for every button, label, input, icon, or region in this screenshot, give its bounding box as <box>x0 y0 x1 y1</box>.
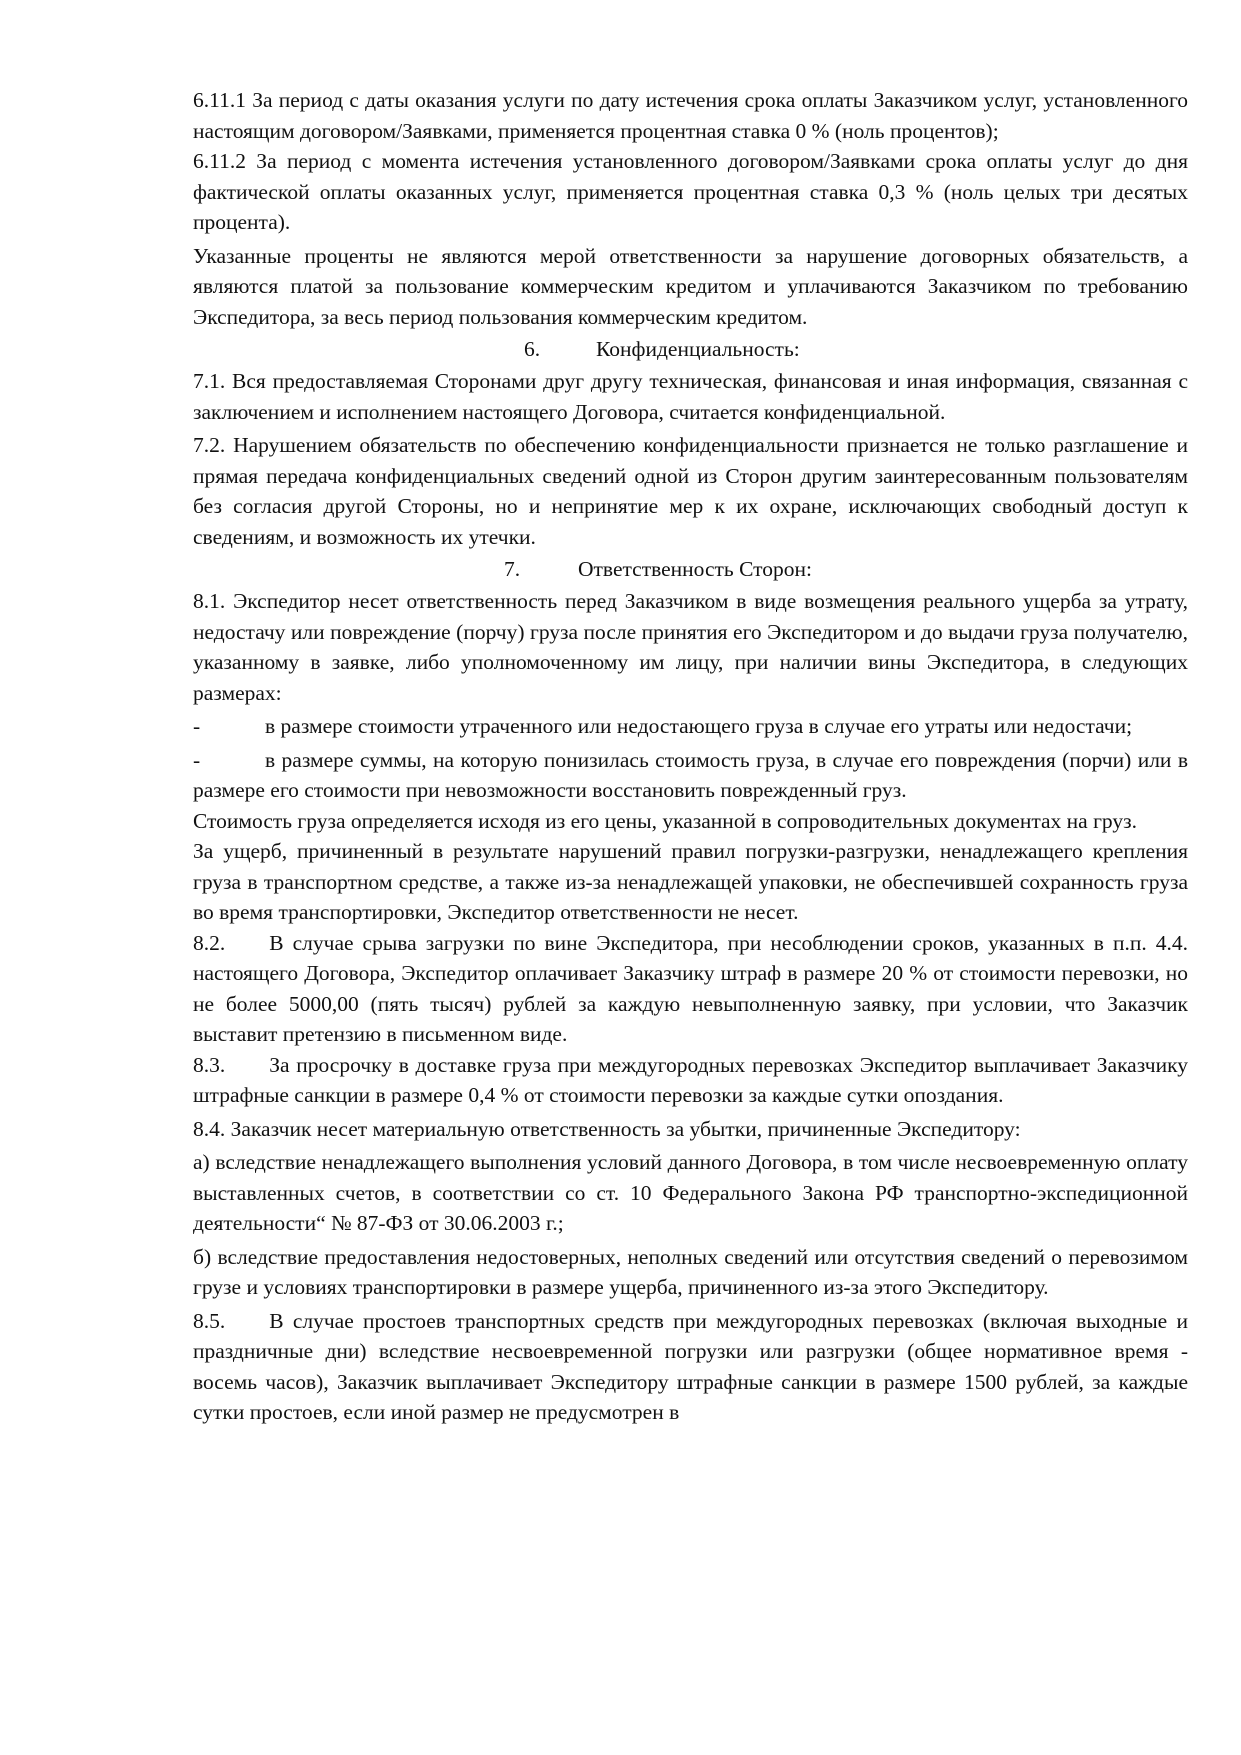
document-page <box>193 85 1188 1428</box>
clause-8-5 <box>193 1306 1188 1428</box>
clause-number: 8.3. <box>193 1052 226 1077</box>
section-number: 6. <box>524 337 541 361</box>
bullet-text: в размере суммы, на которую понизилась стоимость груза, в случае его повреждения (порчи) или в размере его стоимости при невозможности восстановить поврежденный груз. <box>193 747 1188 802</box>
clause-7-2: 7.2. Нарушением обязательств по обеспечению конфиденциальности признается не только разглашение и прямая передача конфиденциальных сведений одной из Сторон другим заинтересованным пользователям без согласия другой Стороны, но и непринятие мер к их охране, исключающих свободный доступ к сведениям, и возможность их утечки. <box>193 433 1188 549</box>
clause-number: 8.2. <box>193 930 226 955</box>
clause-8-4-a: а) вследствие ненадлежащего выполнения условий данного Договора, в том числе несвоевременную оплату выставленных счетов, в соответствии со ст. 10 Федерального Закона РФ транспортно-экспедиционной деятельности“ № 87-ФЗ от 30.06.2003 г.; <box>193 1150 1188 1235</box>
bullet-text: в размере стоимости утраченного или недостающего груза в случае его утраты или недостачи; <box>265 714 1133 738</box>
clause-8-2 <box>193 928 1188 1050</box>
clause-8-3 <box>193 1050 1188 1111</box>
clause-number: 8.5. <box>193 1308 226 1333</box>
section-number: 7. <box>504 557 521 581</box>
list-item <box>193 745 1188 806</box>
section-title: Ответственность Сторон: <box>578 557 812 581</box>
clause-8-4-b: б) вследствие предоставления недостоверных, неполных сведений или отсутствия сведений о перевозимом грузе и условиях транспортировки в размере ущерба, причиненного из-за этого Экспедитору. <box>193 1244 1188 1299</box>
cargo-cost-note: Стоимость груза определяется исходя из его цены, указанной в сопроводительных документах на груз. <box>193 808 1138 833</box>
section-heading-liability <box>193 554 1188 584</box>
section-heading-confidentiality <box>193 334 1188 364</box>
clause-text: В случае простоев транспортных средств при междугородных перевозках (включая выходные и праздничные дни) вследствие несвоевременной погрузки или разгрузки (общее нормативное время - восемь часов), Заказчик выплачивает Экспедитору штрафные санкции в размере 1500 рублей, за каждые сутки простоев, если иной размер не предусмотрен в <box>193 1308 1188 1424</box>
clause-6-11-1: 6.11.1 За период с даты оказания услуги по дату истечения срока оплаты Заказчиком услуг, установленного настоящим договором/Заявками, применяется процентная ставка 0 % (ноль процентов); <box>193 88 1188 143</box>
damage-note: За ущерб, причиненный в результате нарушений правил погрузки-разгрузки, ненадлежащего крепления груза в транспортном средстве, а также из-за ненадлежащей упаковки, не обеспечившей сохранность груза во время транспортировки, Экспедитор ответственности не несет. <box>193 839 1188 924</box>
clause-7-1: 7.1. Вся предоставляемая Сторонами друг другу техническая, финансовая и иная информация, связанная с заключением и исполнением настоящего Договора, считается конфиденциальной. <box>193 369 1188 424</box>
clause-6-11-2: 6.11.2 За период с момента истечения установленного договором/Заявками срока оплаты услуг до дня фактической оплаты оказанных услуг, применяется процентная ставка 0,3 % (ноль целых три десятых процента). <box>193 149 1188 234</box>
clause-8-4: 8.4. Заказчик несет материальную ответственность за убытки, причиненные Экспедитору: <box>193 1116 1021 1141</box>
interest-note: Указанные проценты не являются мерой ответственности за нарушение договорных обязательств, а являются платой за пользование коммерческим кредитом и уплачиваются Заказчиком по требованию Экспедитора, за весь период пользования коммерческим кредитом. <box>193 243 1188 329</box>
clause-8-1: 8.1. Экспедитор несет ответственность перед Заказчиком в виде возмещения реального ущерба за утрату, недостачу или повреждение (порчу) груза после принятия его Экспедитором и до выдачи груза получателю, указанному в заявке, либо уполномоченному им лицу, при наличии вины Экспедитора, в следующих размерах: <box>193 589 1188 705</box>
bullet-dash: - <box>193 747 201 772</box>
section-title: Конфиденциальность: <box>596 337 800 361</box>
clause-text: За просрочку в доставке груза при междугородных перевозках Экспедитор выплачивает Заказчику штрафные санкции в размере 0,4 % от стоимости перевозки за каждые сутки опоздания. <box>193 1052 1188 1107</box>
clause-text: В случае срыва загрузки по вине Экспедитора, при несоблюдении сроков, указанных в п.п. 4.4. настоящего Договора, Экспедитор оплачивает Заказчику штраф в размере 20 % от стоимости перевозки, но не более 5000,00 (пять тысяч) рублей за каждую невыполненную заявку, при условии, что Заказчик выставит претензию в письменном виде. <box>193 930 1188 1046</box>
bullet-dash: - <box>193 714 201 738</box>
list-item <box>193 711 1188 742</box>
